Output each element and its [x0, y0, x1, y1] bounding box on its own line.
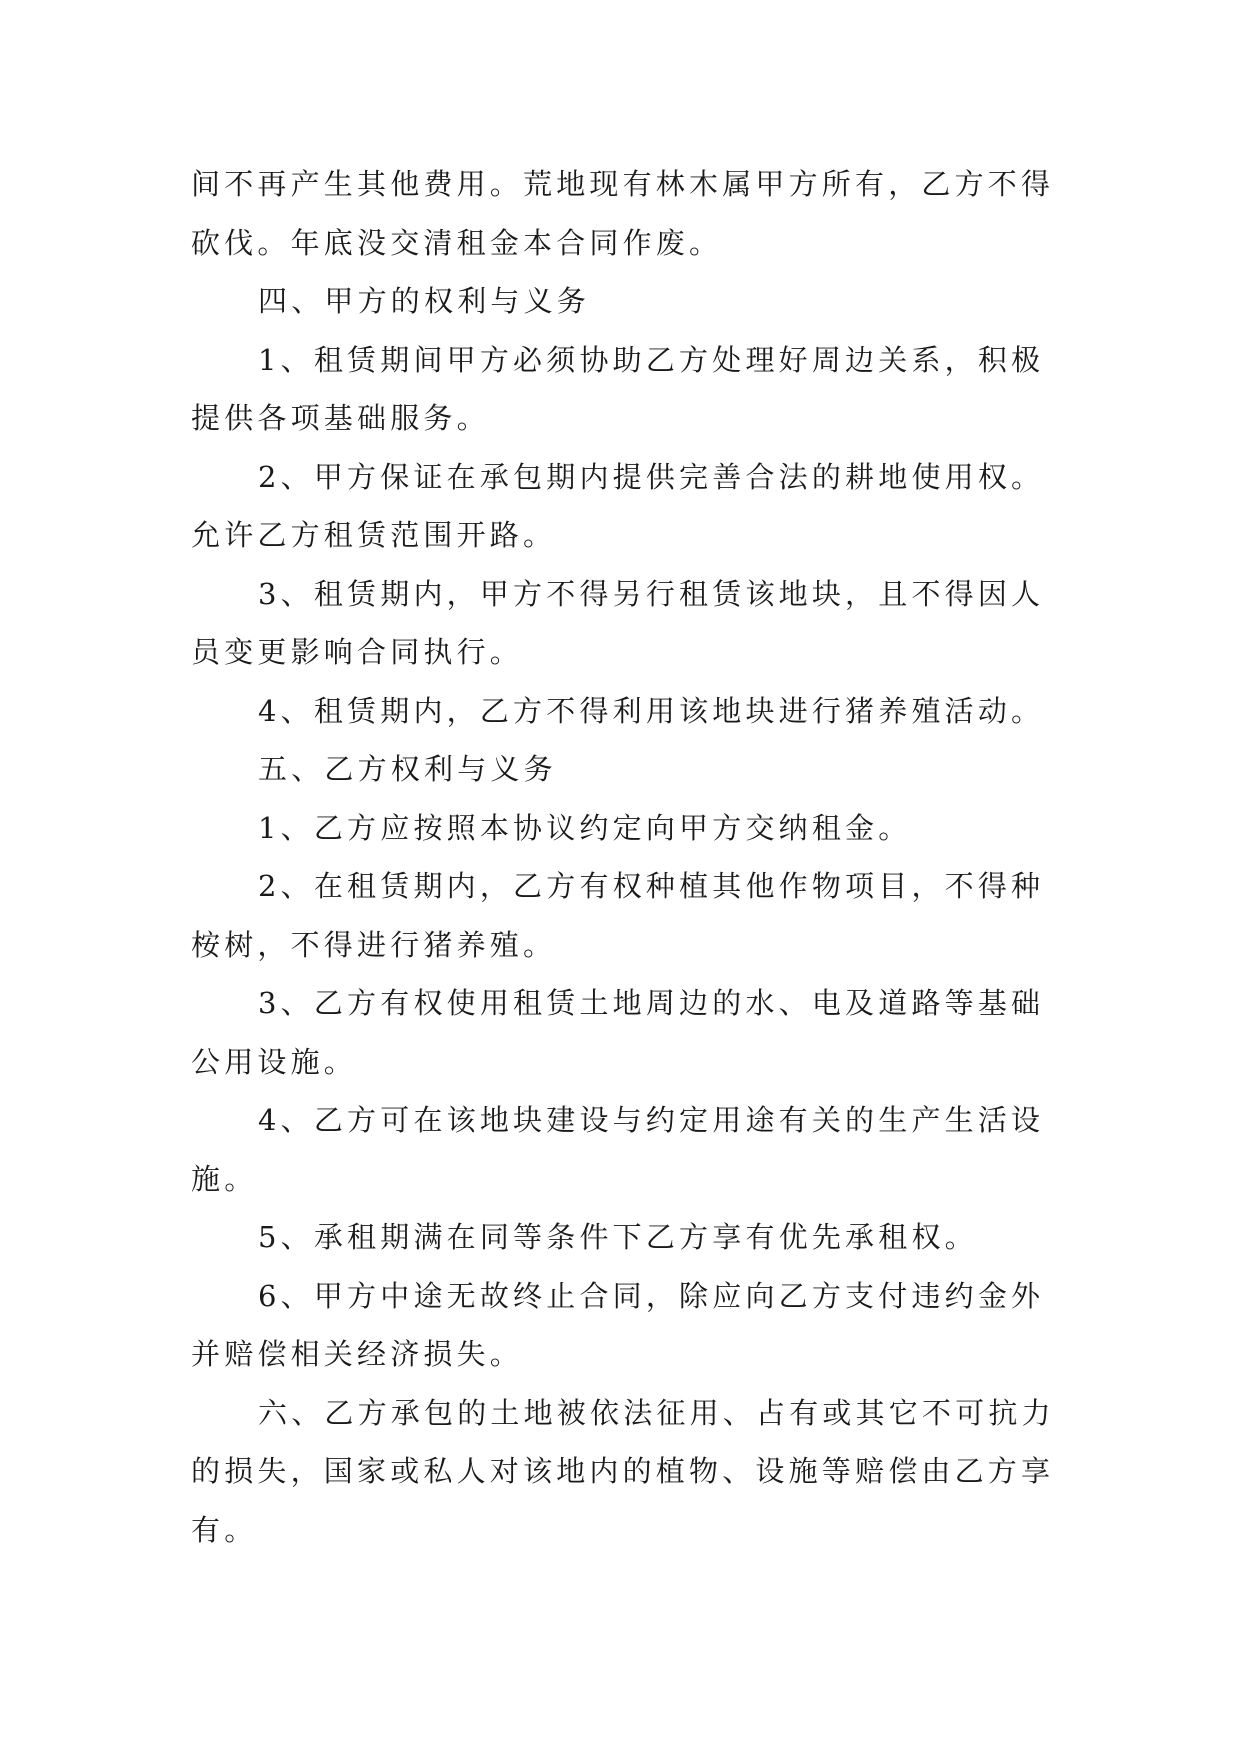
section-heading-party-a: 四、甲方的权利与义务: [258, 284, 591, 318]
paragraph-a-1: 1、租赁期间甲方必须协助乙方处理好周边关系，积极提供各项基础服务。: [191, 342, 1045, 435]
paragraph-continuation: 间不再产生其他费用。荒地现有林木属甲方所有，乙方不得砍伐。年底没交清租金本合同作废。: [191, 167, 1055, 260]
paragraph-b-2: 2、在租赁期内，乙方有权种植其他作物项目，不得种桉树，不得进行猪养殖。: [191, 869, 1045, 962]
section-heading-force-majeure: 六、乙方承包的土地被依法征用、占有或其它不可抗力的损失，国家或私人对该地内的植物、设施等赔偿由乙方享有。: [191, 1395, 1055, 1547]
paragraph-b-6: 6、甲方中途无故终止合同，除应向乙方支付违约金外并赔偿相关经济损失。: [191, 1278, 1045, 1371]
paragraph-a-3: 3、租赁期内，甲方不得另行租赁该地块，且不得因人员变更影响合同执行。: [191, 576, 1045, 669]
paragraph-b-5: 5、承租期满在同等条件下乙方享有优先承租权。: [258, 1220, 978, 1254]
paragraph-b-1: 1、乙方应按照本协议约定向甲方交纳租金。: [258, 810, 912, 845]
document-body: [191, 155, 1061, 1559]
paragraph-b-4: 4、乙方可在该地块建设与约定用途有关的生产生活设施。: [191, 1103, 1045, 1196]
paragraph-a-4: 4、租赁期内，乙方不得利用该地块进行猪养殖活动。: [258, 693, 1045, 728]
section-heading-party-b: 五、乙方权利与义务: [258, 752, 557, 786]
paragraph-b-3: 3、乙方有权使用租赁土地周边的水、电及道路等基础公用设施。: [191, 986, 1045, 1079]
paragraph-a-2: 2、甲方保证在承包期内提供完善合法的耕地使用权。允许乙方租赁范围开路。: [191, 459, 1045, 552]
